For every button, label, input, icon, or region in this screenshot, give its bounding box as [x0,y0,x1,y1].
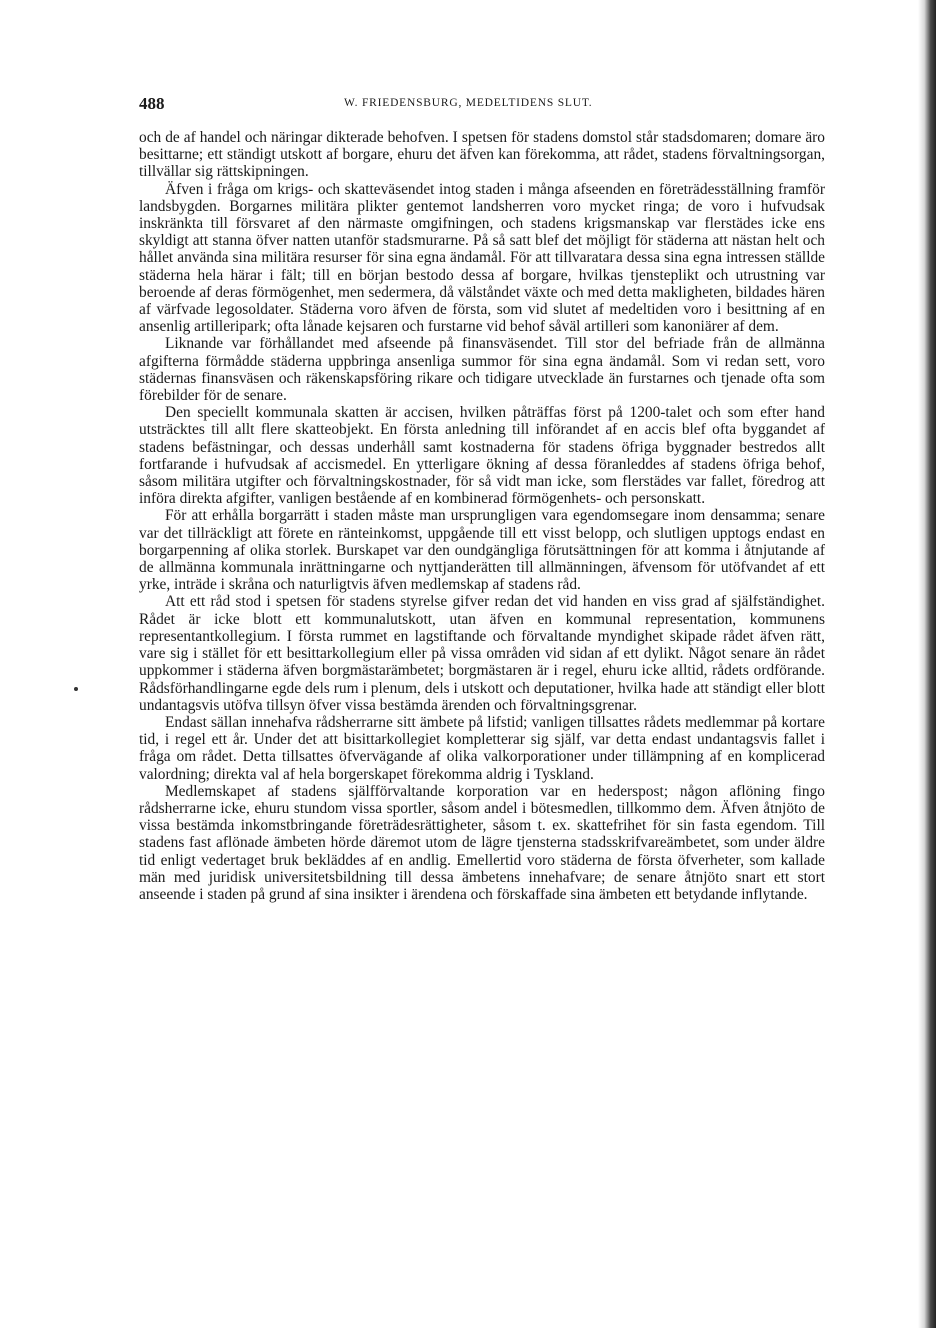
page-number: 488 [139,94,165,113]
running-head: W. FRIEDENSBURG, MEDELTIDENS SLUT. [344,97,593,109]
paragraph-finance: Liknande var förhållandet med afseende på finansväsendet. Till stor del befriade från de allmänna afgifterna förmådde städerna uppbringa ansenliga summor för sina egna ändamål. Som vi redan sett, voro städernas finansväsen och räkenskapsföring rikare och tidigare utvecklade än furstarnes och tjenade ofta som förebilder för de senare. [139,335,825,405]
paragraph-council: Att ett råd stod i spetsen för stadens styrelse gifver redan det vid handen en viss grad af själfständighet. Rådet är icke blott ett kommunalutskott, utan äfven en kommunal representation, kommunens representantkollegium. I första rummet en lagstiftande och förvaltande myndighet skipade rådet äfven rätt, vare sig i stället för ett besittarkollegium eller på vissa områden vid sidan af ett dylikt. Något senare än rådet uppkommer i städerna äfven borgmästarämbetet; borgmästaren är i regel, ehuru icke alltid, rådets ordförande. Rådsförhandlingarne egde dels rum i plenum, dels i utskott och deputationer, hvilka hade att ständigt eller blott undantagsvis utöfva tillsyn öfver vissa bestämda ärenden och förvaltningsgrenar. [139,593,825,714]
paragraph-military: Äfven i fråga om krigs- och skatteväsendet intog staden i många afseenden en företrädesställning framför landsbygden. Borgarnes militära plikter gentemot landsherren voro mycket ringa; de voro i hufvudsak inskränkta till försvaret af den närmaste omgifningen, och stadens krigsmanskap var flerstädes icke ens skyldigt att stanna öfver natten utanför stadsmurarne. På så satt blef det möjligt för städerna att nästan helt och hållet använda sina militära resurser för sina egna ändamål. För att tillvaratага dessa sina egna intressen ställde städerna hela härar i fält; till en början bestodo dessa af borgare, hvilkas tjensteplikt och utrustning var beroende af deras förmögenhet, men sedermera, då välståndet växte och med detta makligheten, bildades hären af värfvade legosoldater. Städerna voro äfven de första, som vid slutet af medeltiden voro i besittning af en ansenlig artilleripark; ofta lånade kejsaren och furstarne vid behof såväl artilleri som kanoniärer af dem. [139,180,825,336]
paragraph-membership: Medlemskapet af stadens själfförvaltande korporation var en hederspost; någon aflöning fingo rådsherrarne icke, ehuru stundom vissa sportler, såsom andel i bötesmedlen, tillkommo dem. Äfven åtnjöto de vissa bestämda inkomstbringande företrädesrättigheter, såsom t. ex. skattefrihet för sin fasta egendom. Till stadens fast aflönade ämbeten hörde däremot utom de lägre tjensterna stadsskrifvareämbetet, som under äldre tid enligt vedertaget bruk bekläddes af en andlig. Emellertid voro städerna de första öfverheter, som kallade män med juridisk universitetsbildning till dessa ämbetens innehafvare; de senare åtnjöto snart ett stort anseende i staden på grund af sina insikter i ärendena och förskaffade sina ämbeten ett betydande inflytande. [139,782,825,903]
paragraph-citizenship: För att erhålla borgarrätt i staden måste man ursprungligen vara egendomsegare inom densamma; senare var det tillräckligt att förete en ränteinkomst, uppgående till ett visst belopp, och slutligen upptogs endast en borgarpenning af olika storlek. Burskapet var den oundgängliga förutsättningen för att komma i åtnjutande af de allmänna kommunala inrättningarne och nyttjanderätten till allmänningen, äfvensom för utöfvandet af ett yrke, inträde i skråna och naturligtvis äfven medlemskap af stadens råd. [139,507,825,594]
margin-mark [74,687,78,691]
paragraph-excise: Den speciellt kommunala skatten är accisen, hvilken påträffas först på 1200-talet och som efter hand utsträcktes till allt flere skatteobjekt. En första anledning till införandet af en accis blef ofta byggandet af stadens befästningar, och dessas underhåll samt kostnaderna för stadens öfriga byggnader bestredos allt fortfarande i hufvudsak af accismedel. En ytterligare ökning af dessa föranleddes af stadens öfriga behof, såsom militära utgifter och förvaltningskostnader, för så vidt man icke, som flerstädes var fallet, föredrog att införa direkta afgifter, vanligen bestående af en kombinerad förmögenhets- och personskatt. [139,404,825,508]
page-edge-shadow [918,0,936,1328]
paragraph-continuation: och de af handel och näringar dikterade behofven. I spetsen för stadens domstol står stadsdomaren; domare äro besittarne; ett ständigt utskott af borgare, ehuru det äfven kan förekomma, att rådet, stadens förvaltningsorgan, tillvällar sig rättskipningen. [139,129,825,181]
body-text [139,129,825,903]
paragraph-council-terms: Endast sällan innehafva rådsherrarne sitt ämbete på lifstid; vanligen tillsattes rådets medlemmar på kortare tid, i regel ett år. Under det att bisittarkollegiet kompletterar sig själf, var detta endast undantagsvis fallet i fråga om rådet. Detta tillsattes öfvervägande af olika valkorporationer under tillämpning af en komplicerad valordning; direkta val af hela borgerskapet förekomma aldrig i Tyskland. [139,713,825,783]
page-header [139,94,825,114]
